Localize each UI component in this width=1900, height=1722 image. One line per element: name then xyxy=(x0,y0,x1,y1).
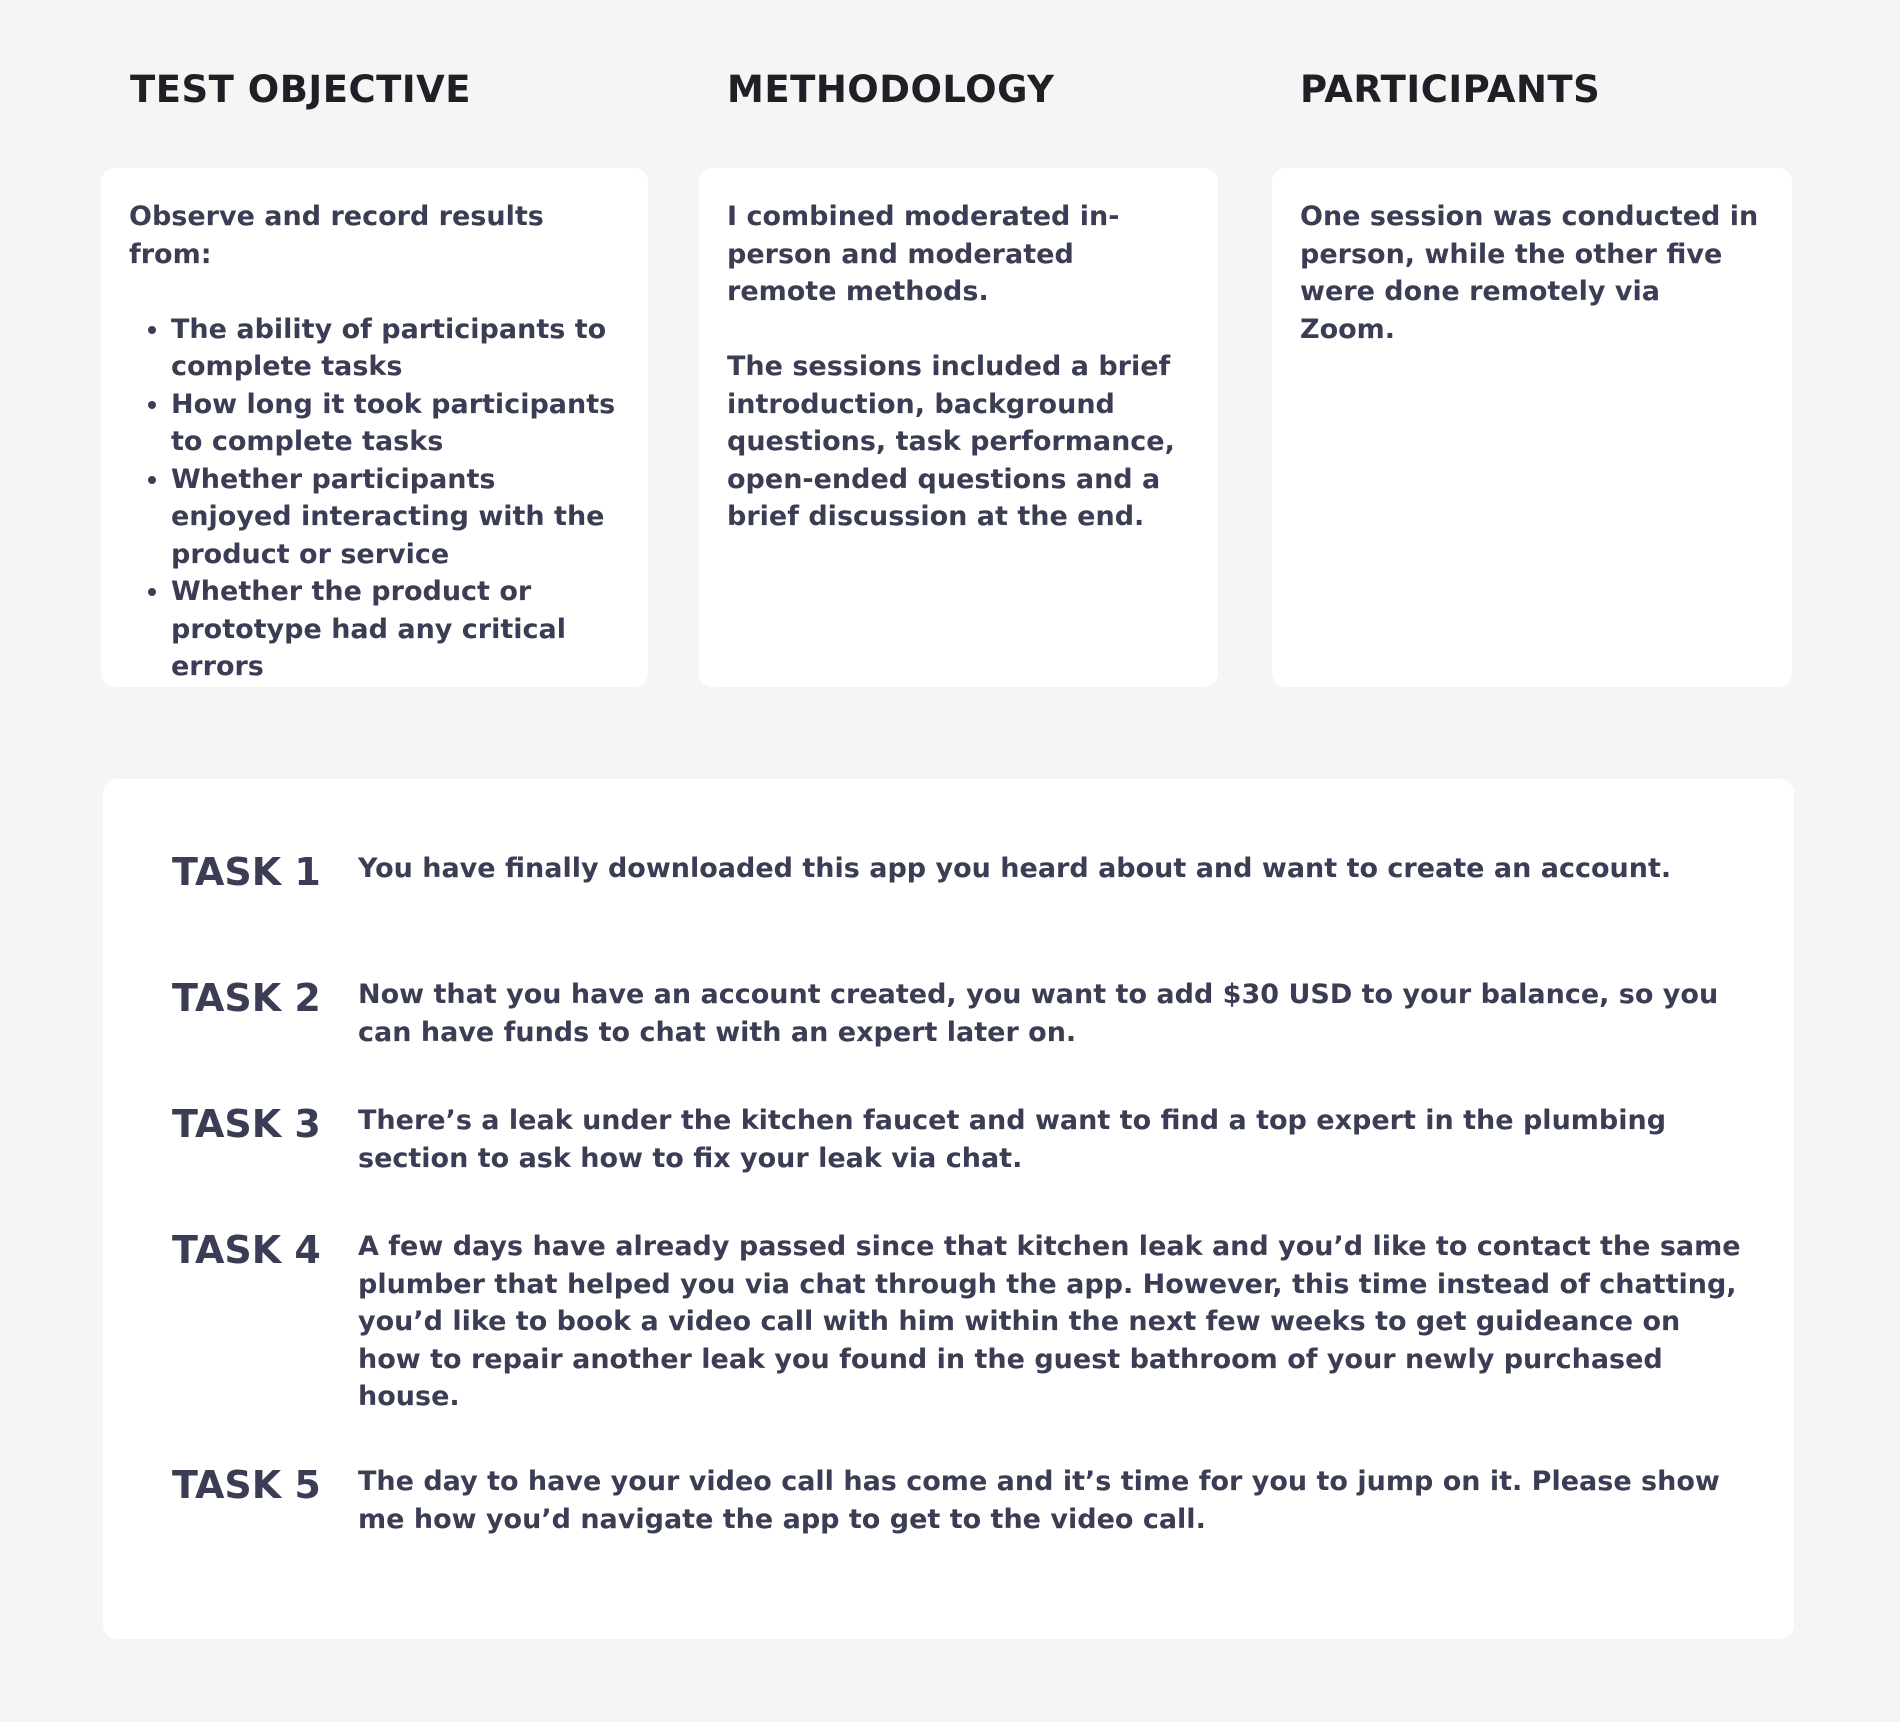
methodology-paragraph: I combined moderated in-person and moderated remote methods. xyxy=(727,201,1120,307)
test-objective-heading: TEST OBJECTIVE xyxy=(130,68,472,111)
task-label: TASK 2 xyxy=(172,976,321,1020)
tasks-card xyxy=(103,779,1794,1639)
methodology-paragraph: The sessions included a brief introduction, background questions, task performance, open-ended questions and a brief discussion at the end. xyxy=(727,351,1175,532)
task-label: TASK 3 xyxy=(172,1102,321,1146)
objective-bullet: • The ability of participants to complete tasks xyxy=(171,311,620,386)
task-description: You have finally downloaded this app you heard about and want to create an account. xyxy=(358,853,1672,884)
task-label: TASK 1 xyxy=(172,850,321,894)
methodology-card xyxy=(699,168,1218,687)
objective-bullet: • Whether participants enjoyed interacting with the product or service xyxy=(171,461,620,574)
task-label: TASK 4 xyxy=(172,1228,321,1272)
task-description: Now that you have an account created, you want to add $30 USD to your balance, so you can have funds to chat with an expert later on. xyxy=(358,979,1719,1048)
objective-bullet: • Whether the product or prototype had any critical errors xyxy=(171,573,620,686)
task-description: A few days have already passed since that kitchen leak and you’d like to contact the same plumber that helped you via chat through the app. However, this time instead of chatting, you’d like to book a video call with him within the next few weeks to get guideance on how to repair another leak you found in the guest bathroom of your newly purchased house. xyxy=(358,1231,1741,1412)
objective-bullet: • How long it took participants to complete tasks xyxy=(171,386,620,461)
objective-intro: Observe and record results from: xyxy=(129,201,544,270)
participants-text: One session was conducted in person, while the other five were done remotely via Zoom. xyxy=(1300,201,1759,345)
methodology-heading: METHODOLOGY xyxy=(727,68,1055,111)
participants-heading: PARTICIPANTS xyxy=(1300,68,1601,111)
test-objective-card xyxy=(101,168,648,687)
participants-card xyxy=(1272,168,1792,687)
objective-list xyxy=(129,311,620,686)
task-description: The day to have your video call has come and it’s time for you to jump on it. Please show me how you’d navigate the app to get to the video call. xyxy=(358,1466,1720,1535)
task-description: There’s a leak under the kitchen faucet and want to find a top expert in the plumbing section to ask how to fix your leak via chat. xyxy=(358,1105,1667,1174)
task-label: TASK 5 xyxy=(172,1463,321,1507)
